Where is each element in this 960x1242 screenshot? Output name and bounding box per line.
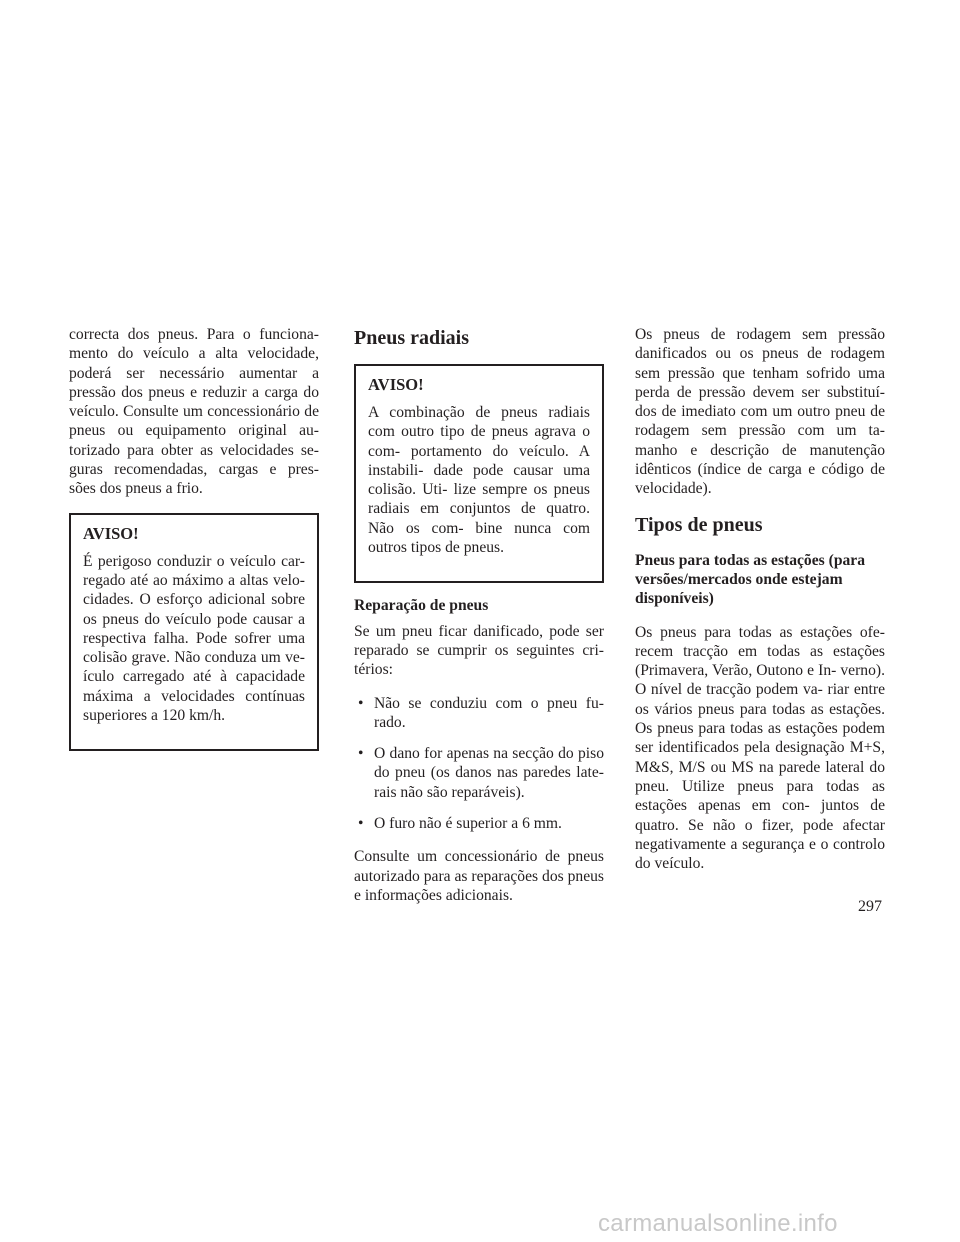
body-paragraph: Se um pneu ficar danificado, pode ser reparado se cumprir os seguintes cri- térios: bbox=[354, 622, 604, 679]
repair-criteria-list bbox=[354, 694, 604, 834]
page-number: 297 bbox=[858, 898, 882, 915]
column-3 bbox=[635, 325, 885, 887]
list-item: • O furo não é superior a 6 mm. bbox=[354, 814, 604, 833]
warning-title: AVISO! bbox=[368, 375, 424, 394]
body-paragraph: correcta dos pneus. Para o funciona- mento do veículo a alta velocidade, poderá ser necessário aumentar a pressão dos pneus e reduzir a carga do veículo. Consulte um concessionário de pneus ou equipamento original au- torizado para obter as velocidades se- guras recomendadas, cargas e pres- sões dos pneus a frio. bbox=[69, 326, 319, 498]
warning-box bbox=[354, 364, 604, 583]
list-item: • O dano for apenas na secção do piso do pneu (os danos nas paredes late- rais não são reparáveis). bbox=[354, 744, 604, 802]
section-heading-tire-types: Tipos de pneus bbox=[635, 513, 763, 536]
body-paragraph: Consulte um concessionário de pneus autorizado para as reparações dos pneus e informações adicionais. bbox=[354, 848, 604, 904]
list-item: • Não se conduziu com o pneu fu- rado. bbox=[354, 694, 604, 733]
watermark: carmanualsonline.info bbox=[598, 1210, 838, 1237]
subheading-tire-repair: Reparação de pneus bbox=[354, 597, 489, 615]
warning-box bbox=[69, 513, 319, 752]
body-paragraph: Os pneus de rodagem sem pressão danificados ou os pneus de rodagem sem pressão que tenham sofrido uma perda de pressão devem ser substituí- dos de imediato com um outro pneu de rodagem sem pressão com um ta- manho e descrição de manutenção idênticos (índice de carga e código de velocidade). bbox=[635, 326, 885, 498]
body-paragraph: Os pneus para todas as estações ofe- recem tracção em todas as estações (Primavera, Verão, Outono e In- verno). O nível de tracção podem va- riar entre os vários pneus para todas as estações. Os pneus para todas as estações podem ser identificados pela designação M+S, M&S, M/S ou MS na parede lateral do pneu. Utilize pneus para todas as estações apenas em con- juntos de quatro. Se não o fizer, pode afectar negativamente a segurança e o controlo do veículo. bbox=[635, 623, 885, 873]
subheading-all-season-tires: Pneus para todas as estações (para versões/mercados onde estejam disponíveis) bbox=[635, 551, 866, 608]
section-heading-radial-tires: Pneus radiais bbox=[354, 327, 470, 349]
warning-text: A combinação de pneus radiais com outro tipo de pneus agrava o com- portamento do veículo. A instabili- dade pode causar uma colisão. Uti- lize sempre os pneus radiais em conjuntos de quatro. Não os com- bine nunca com outros tipos de pneus. bbox=[368, 404, 590, 557]
warning-text: É perigoso conduzir o veículo car- regado até ao máximo a altas velo- cidades. O esforço adicional sobre os pneus do veículo pode causar a respectiva falha. Pode sofrer uma colisão grave. Não conduza um ve- ículo carregado até à capacidade máxima a velocidades contínuas superiores a 120 km/h. bbox=[83, 552, 305, 725]
warning-title: AVISO! bbox=[83, 523, 139, 543]
column-2 bbox=[354, 326, 604, 919]
column-1 bbox=[69, 325, 319, 764]
